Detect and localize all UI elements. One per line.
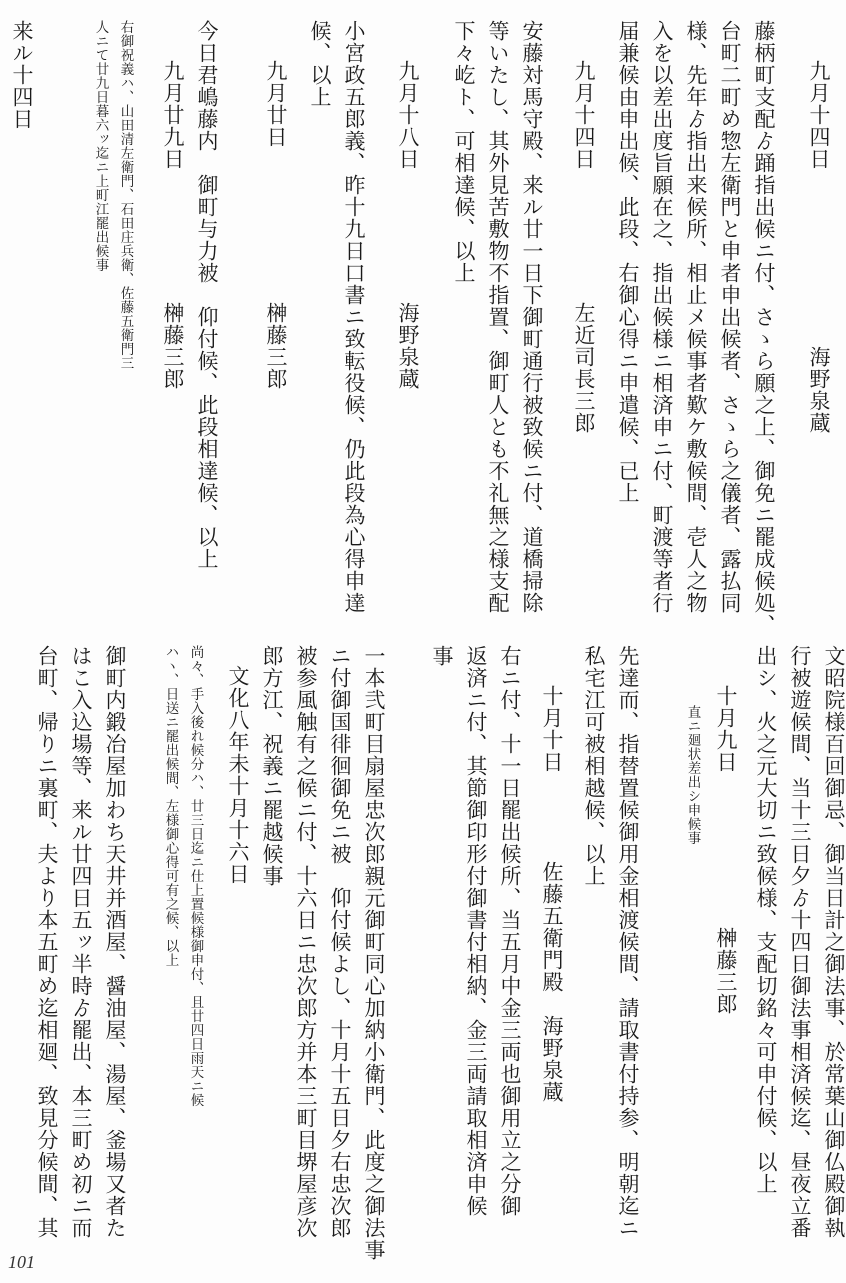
text-column: 九月十四日 左近司長三郎	[572, 60, 596, 434]
text-column: ニ付御国徘徊御免ニ被 仰付候よし、十月十五日夕右忠次郎	[328, 645, 352, 1239]
text-column: 等いたし、其外見苦敷物不指置、御町人とも不礼無之様支配	[486, 20, 510, 614]
text-column: 九月十八日 海野泉蔵	[396, 60, 420, 390]
text-column: 先達而、指替置候御用金相渡候間、請取書付持参、明朝迄ニ	[616, 645, 640, 1239]
text-column: 行被遊候間、当十三日夕ゟ十四日御法事相済候迄、昼夜立番	[788, 645, 812, 1239]
text-column: 私宅江可被相越候、以上	[582, 645, 606, 887]
text-column: 下々屹ト、可相達候、以上	[452, 20, 476, 284]
text-column: 台町、帰りニ裏町、夫より本五町め迄相廻、致見分候間、其	[35, 645, 59, 1239]
text-column: 小宮政五郎義、昨十九日口書ニ致転役候、仍此段為心得申達	[342, 20, 366, 614]
text-column: 返済ニ付、其節御印形付御書付相納、金三両請取相済申候	[464, 645, 488, 1217]
text-column: 入を以差出度旨願在之、指出候様ニ相済申ニ付、町渡等者行	[650, 20, 674, 614]
bottom-text-block	[0, 625, 846, 1261]
text-column: 九月廿九日 榊藤三郎	[161, 60, 185, 390]
text-column: 九月十四日 海野泉蔵	[807, 60, 831, 434]
text-column: はこ入込場等、来ル廿四日五ッ半時ゟ罷出、本三町め初ニ而	[69, 645, 93, 1239]
text-column: 直ニ廻状差出シ申候事	[684, 705, 701, 845]
text-column: 御町内鍛冶屋加わち天井并酒屋、醤油屋、湯屋、釜場又者た	[103, 645, 127, 1239]
text-column: 台町二町め惣左衛門と申者申出候者、さゝら之儀者、露払同	[718, 20, 742, 614]
text-column: 被参風触有之候ニ付、十六日ニ忠次郎方并本三町目堺屋彦次	[294, 645, 318, 1239]
text-column: 右御祝義ハ、山田清左衛門、石田庄兵衛、佐藤五衛門三	[117, 20, 134, 370]
text-column: 一本弐町目扇屋忠次郎親元御町同心加納小衛門、此度之御法事	[362, 645, 386, 1261]
text-column: 郎方江、祝義ニ罷越候事	[260, 645, 284, 887]
text-column: 人ニて廿九日暮六ッ迄ニ上町江罷出候事	[92, 20, 109, 272]
page-number: 101	[8, 1252, 35, 1272]
text-column: 十月九日 榊藤三郎	[714, 685, 738, 1015]
text-column: 右ニ付、十一日罷出候所、当五月中金三両也御用立之分御	[498, 645, 522, 1217]
text-column: 今日君嶋藤内 御町与力被 仰付候、此段相達候、以上	[195, 20, 219, 570]
top-text-block	[0, 0, 846, 636]
text-column: 藤柄町支配ゟ踊指出候ニ付、さゝら願之上、御免ニ罷成候処、	[752, 20, 776, 636]
text-column: ハヽ、日送ニ罷出候間、左様御心得可有之候、以上	[162, 645, 179, 967]
text-column: 十月十日 佐藤五衛門殿 海野泉蔵	[540, 685, 564, 1103]
text-column: 九月廿日 榊藤三郎	[264, 60, 288, 390]
text-column: 文昭院様百回御忌、御当日計之御法事、於常葉山御仏殿御執	[822, 645, 846, 1239]
text-column: 届兼候由申出候、此段、右御心得ニ申遣候、已上	[616, 20, 640, 504]
text-column: 出シ、火之元大切ニ致候様、支配切銘々可申付候、以上	[754, 645, 778, 1195]
text-column: 文化八年未十月十六日	[226, 665, 250, 885]
text-column: 安藤対馬守殿、来ル廿一日下御町通行被致候ニ付、道橋掃除	[520, 20, 544, 614]
text-column: 尚々、手入後れ候分ハ、廿三日迄ニ仕上置候様御申付、且廿四日雨天ニ候	[187, 645, 204, 1107]
text-column: 事	[430, 645, 454, 667]
text-column: 候、以上	[308, 20, 332, 108]
text-column: 様、先年ゟ指出来候所、相止メ候事者歎ケ敷候間、壱人之物	[684, 20, 708, 614]
text-column: 来ル十四日	[10, 20, 34, 130]
